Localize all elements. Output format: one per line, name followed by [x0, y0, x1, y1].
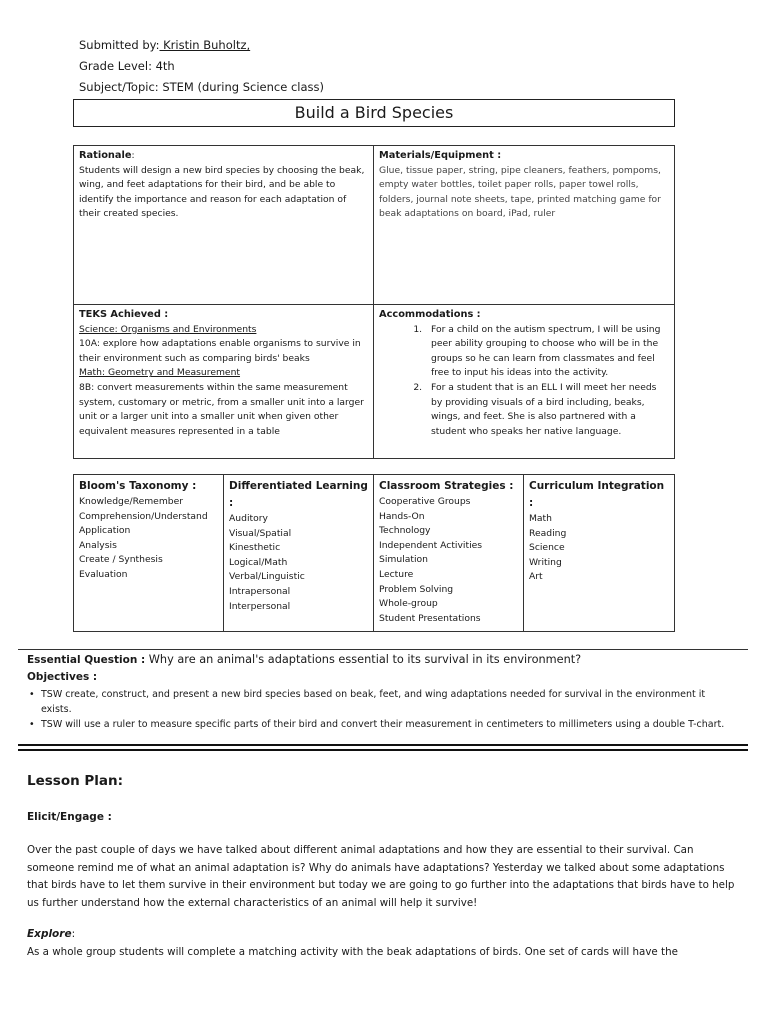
list-item: Visual/Spatial: [229, 527, 292, 539]
list-item: Create / Synthesis: [79, 554, 163, 566]
blooms-cell: [74, 475, 224, 632]
list-item: Art: [529, 571, 543, 583]
list-item: Science: [529, 542, 565, 554]
blooms-list: [79, 495, 218, 583]
curriculum-cell: [524, 475, 675, 632]
list-item: Kinesthetic: [229, 542, 281, 554]
list-item: Auditory: [229, 513, 268, 524]
teks-science-heading: Science: Organisms and Environments: [79, 323, 257, 335]
list-item: Independent Activities: [379, 539, 483, 551]
list-item: Interpersonal: [229, 600, 291, 612]
list-item: Problem Solving: [379, 583, 454, 595]
rationale-colon: :: [131, 150, 135, 161]
objective-item: • TSW create, construct, and present a new bird species based on beak, feet, and wing adaptations needed for survival in the environment it exists.: [29, 687, 729, 717]
essential-question-text: Why are an animal's adaptations essential to its survival in its environment?: [145, 653, 582, 666]
double-rule-bottom: [18, 749, 748, 751]
materials-text: Glue, tissue paper, string, pipe cleaners, feathers, pompoms, empty water bottles, toilet paper rolls, paper towel rolls, folders, journal note sheets, tape, printed matching game for beak adaptations on board, iPad, ruler: [379, 164, 661, 220]
materials-cell: [374, 146, 675, 305]
list-item: Knowledge/Remember: [79, 496, 184, 507]
explore-heading: [27, 928, 75, 940]
explore-text: As a whole group students will complete a matching activity with the beak adaptations of birds. One set of cards will have the: [27, 946, 678, 958]
rationale-text: Students will design a new bird species by choosing the beak, wing, and feet adaptations for their bird, and be able to identify the importance and reason for each adaptation of their created species.: [79, 164, 365, 220]
list-item: Cooperative Groups: [379, 496, 471, 507]
list-item: Logical/Math: [229, 556, 288, 568]
accommodations-label: Accommodations :: [379, 309, 481, 320]
list-item: Lecture: [379, 568, 414, 580]
accommodations-cell: [374, 305, 675, 459]
page-title: Build a Bird Species: [73, 99, 675, 127]
strategies-cell: [374, 475, 524, 632]
section-divider: [18, 649, 748, 650]
objectives-label: Objectives :: [27, 671, 98, 683]
objectives-list: [29, 687, 729, 732]
explore-colon: :: [71, 928, 76, 940]
differentiated-list: [229, 512, 368, 614]
teks-science-text: 10A: explore how adaptations enable organisms to survive in their environment such as comparing birds' beaks: [79, 338, 361, 364]
accommodation-item: 1. For a child on the autism spectrum, I will be using peer ability grouping to choose who will be in the groups so he can learn from classmates and feel free to input his ideas into the activity.: [425, 323, 669, 381]
list-item: Math: [529, 513, 552, 524]
differentiated-cell: [224, 475, 374, 632]
rationale-cell: [74, 146, 374, 305]
list-item: Analysis: [79, 539, 117, 551]
list-item: Technology: [379, 525, 431, 537]
lesson-plan-title: Lesson Plan:: [27, 773, 124, 789]
materials-label: Materials/Equipment :: [379, 150, 502, 161]
blooms-label: Bloom's Taxonomy :: [79, 480, 197, 492]
overview-table: [73, 145, 675, 459]
strategies-list: [379, 495, 518, 626]
curriculum-list: [529, 512, 669, 585]
list-item: Comprehension/Understand: [79, 510, 208, 522]
list-item: Evaluation: [79, 568, 128, 580]
submitted-label: Submitted by:: [79, 38, 160, 52]
teks-label: TEKS Achieved :: [79, 309, 169, 320]
list-item: Application: [79, 525, 131, 537]
rationale-label: Rationale: [79, 150, 132, 161]
teks-cell: [74, 305, 374, 459]
accommodations-list: [379, 323, 669, 440]
accommodation-item: 2. For a student that is an ELL I will meet her needs by providing visuals of a bird including, beaks, wings, and feet. She is also partnered with a student who speaks her native language.: [425, 381, 669, 439]
curriculum-label: Curriculum Integration :: [529, 480, 665, 509]
elicit-engage-text: Over the past couple of days we have talked about different animal adaptations and how they are essential to their survival. Can someone remind me of what an animal adaptation is? Why do animals have adaptations? Yesterday we talked about some adaptations that birds have to let them survive in their environment but today we are going to go further into the adaptations that birds have to help us further understand how the external characteristics of an animal will help it survive!: [27, 844, 735, 909]
grade-level: Grade Level: 4th: [79, 59, 175, 73]
elicit-engage-label: Elicit/Engage :: [27, 811, 112, 823]
list-item: Hands-On: [379, 510, 425, 522]
teks-math-heading: Math: Geometry and Measurement: [79, 367, 241, 379]
list-item: Reading: [529, 527, 567, 539]
list-item: Simulation: [379, 554, 428, 566]
list-item: Whole-group: [379, 598, 438, 610]
essential-question-label: Essential Question :: [27, 654, 146, 666]
explore-label: Explore: [27, 928, 72, 940]
list-item: Verbal/Linguistic: [229, 571, 305, 583]
list-item: Intrapersonal: [229, 585, 291, 597]
differentiated-label: Differentiated Learning :: [229, 480, 368, 509]
double-rule-top: [18, 744, 748, 746]
strategies-label: Classroom Strategies :: [379, 480, 514, 492]
strategies-table: [73, 474, 675, 632]
teks-math-text: 8B: convert measurements within the same measurement system, customary or metric, from a smaller unit into a larger unit or a larger unit into a smaller unit when given other equivalent measures represented in a table: [79, 381, 364, 437]
submitted-by-line: [79, 38, 250, 52]
list-item: Student Presentations: [379, 612, 481, 624]
essential-question: [27, 653, 581, 666]
list-item: Writing: [529, 556, 562, 568]
submitted-name: Kristin Buholtz,: [159, 38, 251, 52]
objective-item: • TSW will use a ruler to measure specific parts of their bird and convert their measurement in centimeters to millimeters using a double T-chart.: [29, 717, 729, 732]
subject-topic: Subject/Topic: STEM (during Science class): [79, 80, 324, 94]
